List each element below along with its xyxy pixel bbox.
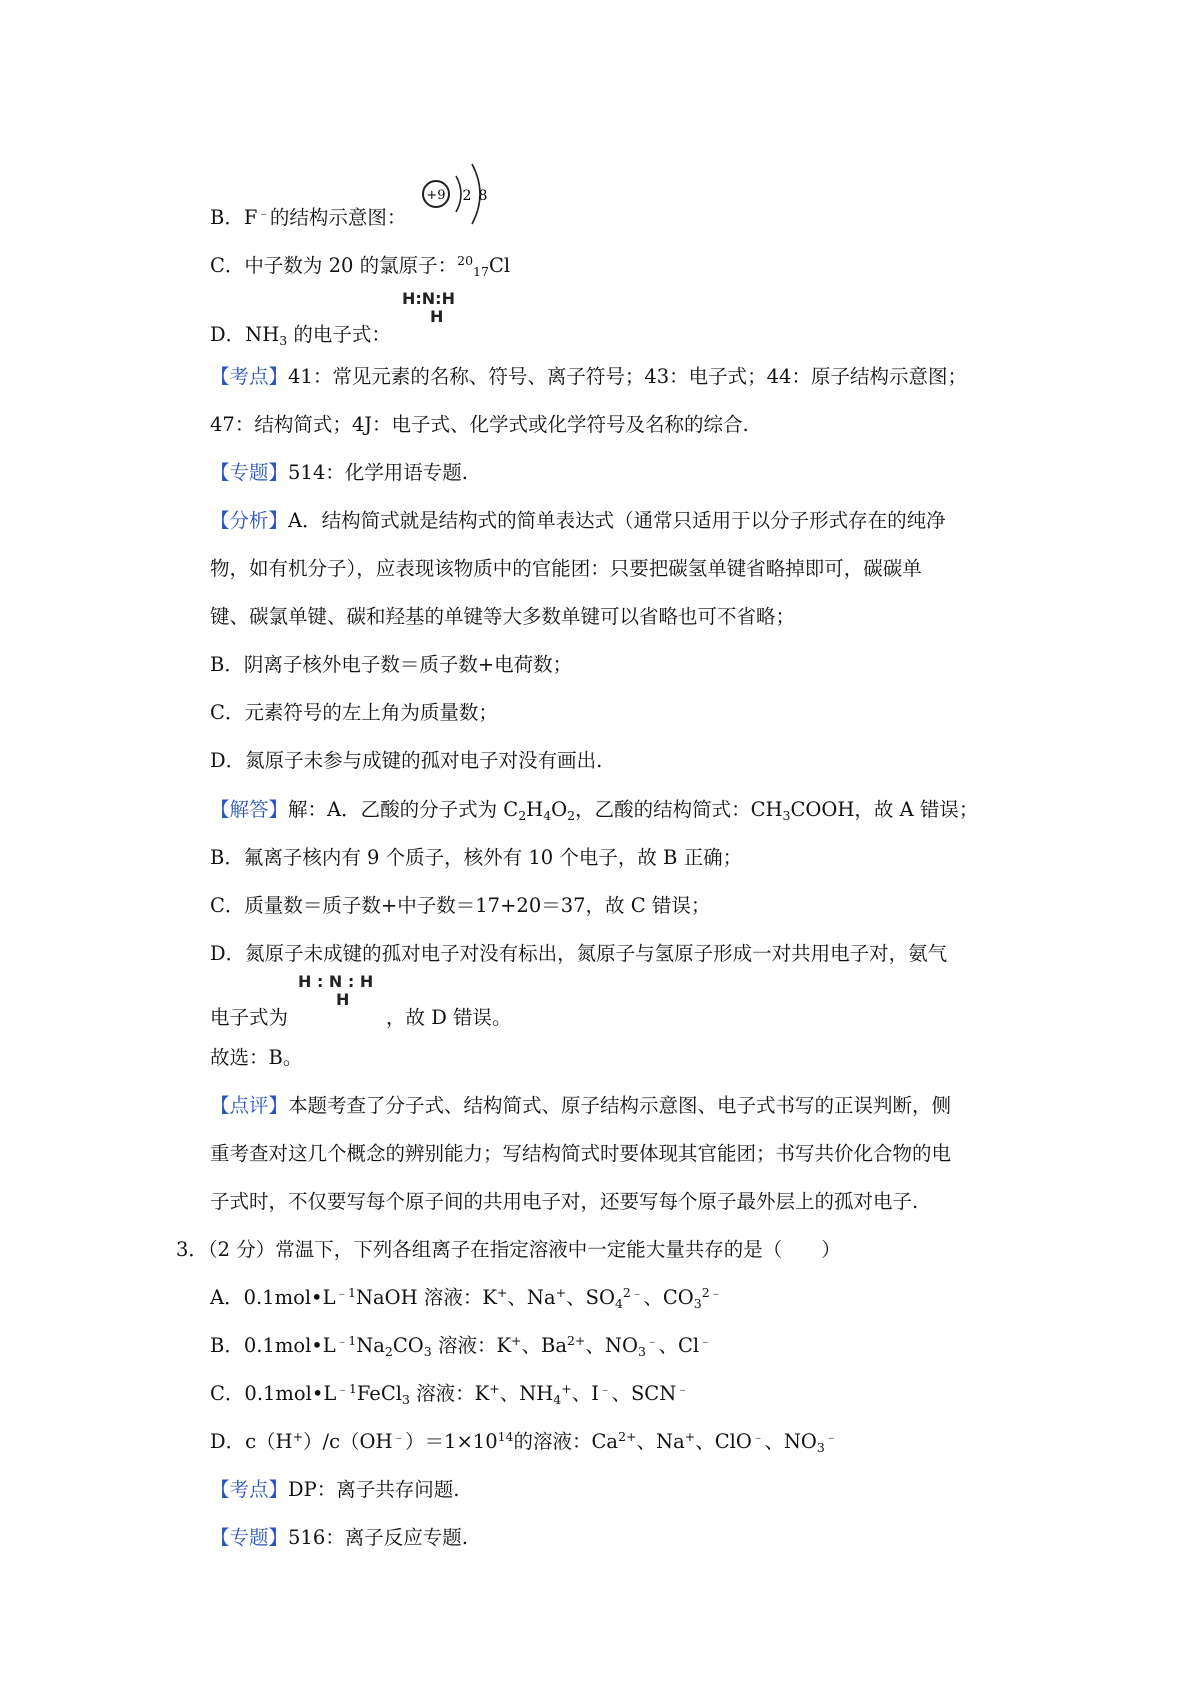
jieda-line-d: D．氮原子未成键的孤对电子对没有标出，氮原子与氢原子形成一对共用电子对，氨气 [210, 942, 948, 965]
zhuanti-1: 【专题】514：化学用语专题. [210, 461, 468, 484]
nh3-electron-formula-correct: H : N : H H [298, 972, 374, 1009]
fenxi-line6: D．氮原子未参与成键的孤对电子对没有画出. [210, 749, 603, 772]
question-3-option-b: B．$0.1mol•L^{﹣1}Na_2CO_3$ 溶液：K+、$Ba^{2+}$、$NO_3^﹣$、Cl﹣ [210, 1333, 712, 1359]
jieda-line-d2: 电子式为 ，故 D 错误。 [210, 1006, 512, 1029]
question-3-option-c: C．$0.1mol•L^{﹣1}FeCl_3$ 溶液：K+、$NH_4^+$、I﹣、SCN﹣ [210, 1381, 689, 1407]
kaodian-1-line2: 47：结构简式；4J：电子式、化学式或化学符号及名称的综合. [210, 413, 749, 436]
dianping-line3: 子式时，不仅要写每个原子间的共用电子对，还要写每个原子最外层上的孤对电子. [210, 1190, 919, 1213]
question-3-option-d: D．$c(H^+)/c(OH^﹣)=1\times 10^{14}$的溶液：$Ca^{2+}$、Na+、ClO﹣、$NO_3^﹣$ [210, 1429, 838, 1455]
fenxi-line3: 键、碳氯单键、碳和羟基的单键等大多数单键可以省略也可不省略； [210, 605, 796, 628]
fenxi-line5: C．元素符号的左上角为质量数； [210, 701, 498, 724]
nucleus-label: +9 [426, 188, 446, 203]
nh3-electron-formula-wrong: H:N:H H [402, 289, 455, 326]
zhuanti-2: 【专题】516：离子反应专题. [210, 1526, 468, 1549]
option-b: B．F﹣的结构示意图： [210, 205, 407, 229]
kaodian-2: 【考点】DP：离子共存问题. [210, 1478, 460, 1501]
kaodian-1-line1: 【考点】41：常见元素的名称、符号、离子符号；43：电子式；44：原子结构示意图； [210, 365, 967, 388]
shell1-count: 2 [462, 188, 472, 204]
fluoride-structure-diagram [420, 158, 500, 228]
question-3-option-a: A．$0.1mol•L^{﹣1}NaOH$ 溶液：K+、Na+、$SO_4^{2﹣}$、$CO_3^{2﹣}$ [210, 1285, 723, 1311]
fenxi-line4: B．阴离子核外电子数＝质子数+电荷数； [210, 653, 573, 676]
jieda-line-b: B．氟离子核内有 9 个质子，核外有 10 个电子，故 B 正确； [210, 846, 743, 869]
option-c: C．中子数为 20 的氯原子：$^{20}_{17}$Cl [210, 253, 511, 279]
jieda-line-a: 【解答】解：A．乙酸的分子式为 $C_2H_4O_2$，乙酸的结构简式：$CH_3COOH$，故 A 错误； [210, 798, 979, 823]
question-3-stem: 3．（2 分）常温下，下列各组离子在指定溶液中一定能大量共存的是（ ） [176, 1238, 841, 1261]
dianping-line2: 重考查对这几个概念的辨别能力；写结构简式时要体现其官能团；书写共价化合物的电 [210, 1142, 952, 1165]
shell2-count: 8 [478, 188, 488, 204]
fenxi-line1: 【分析】A．结构简式就是结构式的简单表达式（通常只适用于以分子形式存在的纯净 [210, 509, 946, 532]
jieda-choice: 故选：B。 [210, 1046, 303, 1069]
dianping-line1: 【点评】本题考查了分子式、结构简式、原子结构示意图、电子式书写的正误判断，侧 [210, 1094, 952, 1117]
jieda-line-c: C．质量数＝质子数+中子数＝17+20＝37，故 C 错误； [210, 894, 711, 917]
fenxi-line2: 物，如有机分子），应表现该物质中的官能团：只要把碳氢单键省略掉即可，碳碳单 [210, 557, 922, 580]
option-d: D．$NH_3$ 的电子式： [210, 323, 391, 348]
